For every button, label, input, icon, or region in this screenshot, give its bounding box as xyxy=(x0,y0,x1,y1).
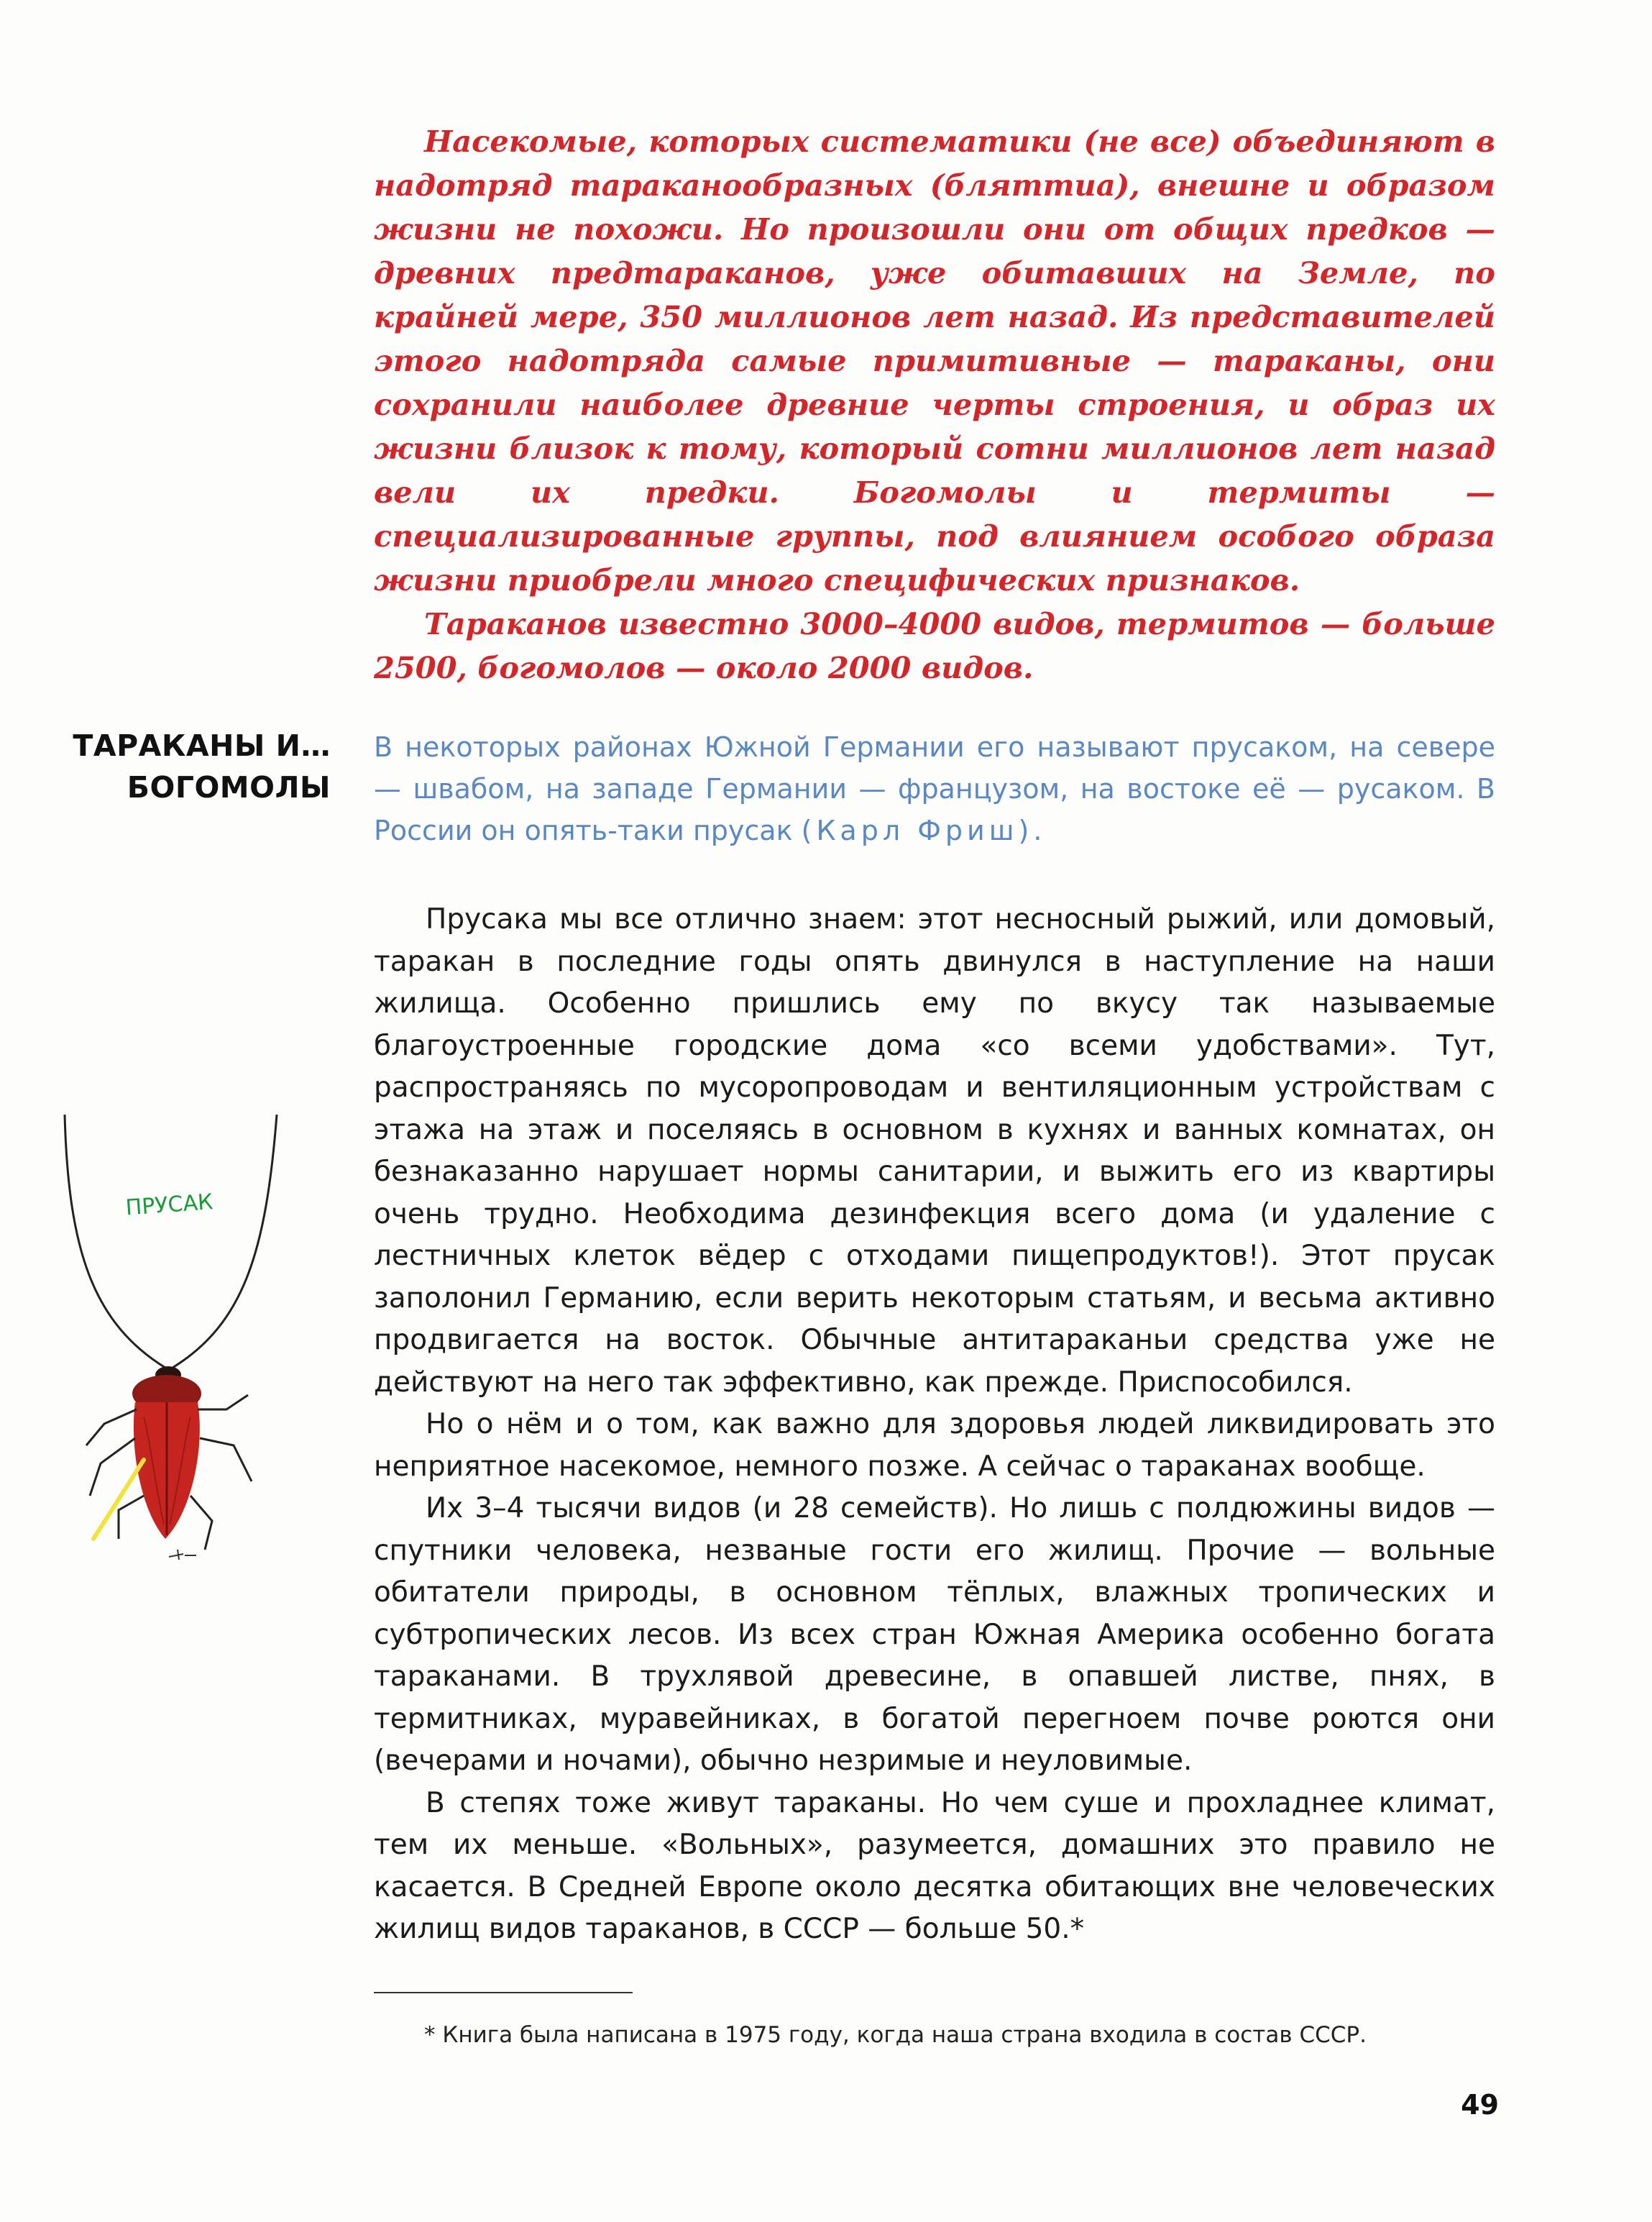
section-title xyxy=(43,725,331,808)
main-text xyxy=(374,899,1495,1951)
main-paragraph-2: Но о нём и о том, как важно для здоровья людей ликвидировать это неприятное насекомое, немного позже. А сейчас о тараканах вообще. xyxy=(374,1408,1495,1483)
intro-text xyxy=(374,119,1495,690)
main-paragraph-4: В степях тоже живут тараканы. Но чем суше и прохладнее климат, тем их меньше. «Вольных», разумеется, домашних это правило не касается. В Средней Европе около десятка обитающих вне человеческих жилищ видов тараканов, в СССР — больше 50.* xyxy=(374,1786,1495,1945)
cockroach-illustration xyxy=(50,1107,295,1568)
epigraph xyxy=(374,726,1495,851)
main-paragraph-3: Их 3–4 тысячи видов (и 28 семейств). Но лишь с полдюжины видов — спутники человека, незваные гости его жилищ. Прочие — вольные обитатели природы, в основном тёплых, влажных тропических и субтропических лесов. Из всех стран Южная Америка особенно богата тараканами. В трухлявой древесине, в опавшей листве, пнях, в термитниках, муравейниках, в богатой перегноем почве роются они (вечерами и ночами), обычно незримые и неуловимые. xyxy=(374,1492,1495,1777)
epigraph-text: В некоторых районах Южной Германии его называют прусаком, на севере — швабом, на западе Германии — французом, на востоке её — русаком. В России он опять-таки прусак xyxy=(374,731,1495,846)
page-number: 49 xyxy=(1461,2089,1499,2121)
main-paragraph-1: Прусака мы все отлично знаем: этот несносный рыжий, или домовый, таракан в последние годы опять двинулся в наступление на наши жилища. Особенно пришлись ему по вкусу так называемые благоустроенные городские дома «со всеми удобствами». Тут, распространяясь по мусоропроводам и вентиляционным устройствам с этажа на этаж и поселяясь в основном в кухнях и ванных комнатах, он безнаказанно нарушает нормы санитарии, и выжить его из квартиры очень трудно. Необходима дезинфекция всего дома (и удаление с лестничных клеток вёдер с отходами пищепродуктов!). Этот прусак заполонил Германию, если верить некоторым статьям, и весьма активно продвигается на восток. Обычные антитараканьи средства уже не действуют на него так эффективно, как прежде. Приспособился. xyxy=(374,903,1495,1399)
footnote-divider xyxy=(374,1992,633,1993)
intro-paragraph-1: Насекомые, которых систематики (не все) объединяют в надотряд тараканообразных (бляттиа), внешне и образом жизни не похожи. Но произошли они от общих предков — древних предтараканов, уже обитавших на Земле, по крайней мере, 350 миллионов лет назад. Из представителей этого надотряда самые примитивные — тараканы, они сохранили наиболее древние черты строения, и образ их жизни близок к тому, который сотни миллионов лет назад вели их предки. Богомолы и термиты — специализированные группы, под влиянием особого образа жизни приобрели много специфических признаков. xyxy=(374,124,1495,598)
epigraph-author: (Карл Фриш). xyxy=(801,815,1047,846)
section-title-line-2: БОГОМОЛЫ xyxy=(127,770,331,805)
footnote: * Книга была написана в 1975 году, когда наша страна входила в состав СССР. xyxy=(424,2022,1367,2048)
section-title-line-1: ТАРАКАНЫ И… xyxy=(73,728,331,763)
intro-paragraph-2: Тараканов известно 3000–4000 видов, термитов — больше 2500, богомолов — около 2000 видов. xyxy=(374,606,1495,685)
illustration-label: ПРУСАК xyxy=(124,1189,214,1221)
cockroach-drawing xyxy=(50,1107,295,1568)
